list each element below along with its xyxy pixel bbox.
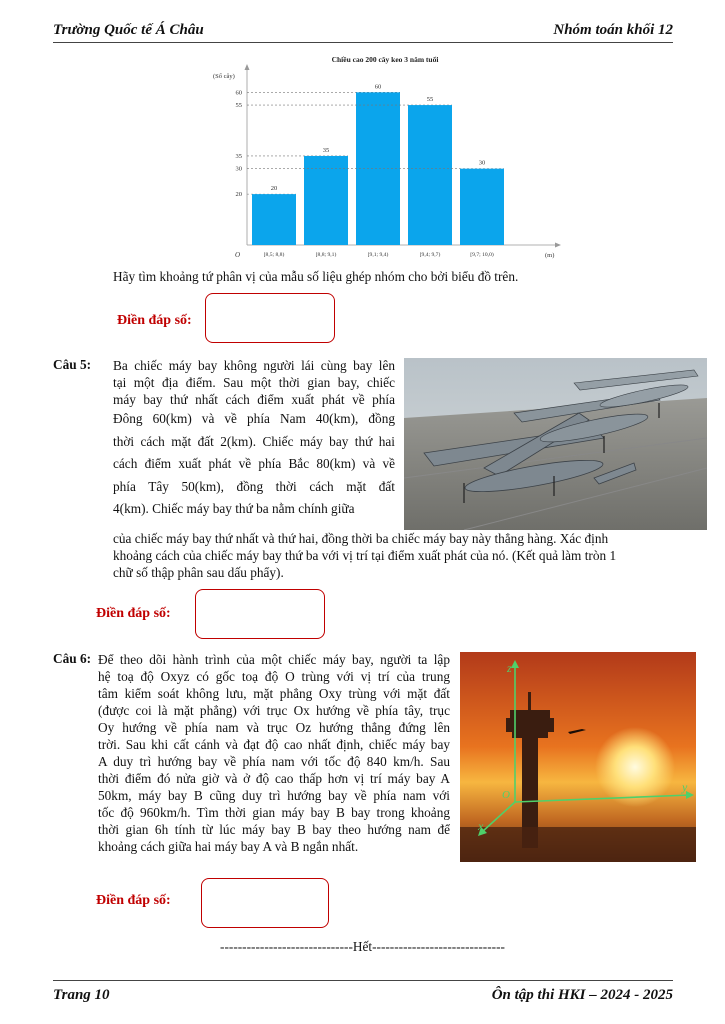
data-label: 35 <box>322 146 330 154</box>
axis-origin-label: O <box>502 789 510 801</box>
q6-line: tâm kiểm soát không lưu, mặt phẳng Oxy trùng với mặt đất <box>98 686 450 701</box>
data-label: 55 <box>426 96 434 104</box>
control-tower-photo <box>460 652 696 862</box>
y-tick-label: 20 <box>235 191 242 199</box>
bar <box>304 156 348 245</box>
bar <box>408 105 452 245</box>
group-name: Nhóm toán khối 12 <box>553 22 673 38</box>
q5-cont-line: của chiếc máy bay thứ nhất và thứ hai, đồng thời ba chiếc máy bay này thẳng hàng. Xác định <box>113 531 609 546</box>
q6-line: Oy hướng về phía nam và trục Oz hướng thẳng đứng lên <box>98 720 450 735</box>
q6-line: khoảng cách giữa hai máy bay A và B ngắn nhất. <box>98 839 359 854</box>
x-tick-label: [8,8; 9,1) <box>315 252 337 258</box>
x-tick-label: [9,7; 10,0) <box>470 252 494 258</box>
q6-line: tốc độ 960km/h. Tìm thời gian máy bay B bay trong khoảng <box>98 805 450 820</box>
q6-line: A duy trì hướng bay về phía nam với tốc độ 840 km/h. Sau <box>98 754 450 769</box>
y-tick-label: 35 <box>235 152 242 160</box>
q6-answer-box[interactable] <box>201 878 329 928</box>
data-label: 60 <box>374 83 382 91</box>
q5-text-continued <box>113 530 683 581</box>
q5-line: cách điểm xuất phát về phía Bắc 80(km) và về <box>113 456 395 471</box>
q5-line: 4(km). Chiếc máy bay thứ ba nằm chính giữa <box>113 501 355 516</box>
q6-line: 50km, máy bay B cũng duy trì hướng bay về phía nam với <box>98 788 450 803</box>
q5-label: Câu 5: <box>53 357 92 372</box>
q5-label-text: Câu 5 <box>53 357 87 372</box>
x-tick-label: [9,4; 9,7) <box>419 252 441 258</box>
axis-x-label: x <box>478 819 484 833</box>
q4-question: Hãy tìm khoảng tứ phân vị của mẫu số liệu ghép nhóm cho bởi biểu đồ trên. <box>113 269 519 284</box>
drones-photo <box>404 358 707 530</box>
page-number: Trang 10 <box>53 987 110 1003</box>
y-axis-arrow <box>245 64 250 70</box>
data-label: 30 <box>478 159 486 167</box>
y-tick-label: 30 <box>235 165 242 173</box>
page-header <box>53 20 673 43</box>
x-axis-arrow <box>555 243 561 248</box>
axis-y-label: y <box>682 780 688 794</box>
q5-cont-line: khoảng cách của chiếc máy bay thứ ba với vị trí tại điểm xuất phát của nó. (Kết quả làm tròn 1 <box>113 548 617 563</box>
q6-line: trời. Sau khi cất cánh và đạt độ cao nhất định, chiếc máy bay <box>98 737 450 752</box>
bar-chart <box>205 50 565 265</box>
q4-answer-label: Điền đáp số: <box>117 313 192 328</box>
bar <box>460 169 504 245</box>
q6-answer-label: Điền đáp số: <box>96 893 171 908</box>
q6-text <box>98 651 450 855</box>
data-label: 20 <box>270 185 278 193</box>
q5-answer-box[interactable] <box>195 589 325 639</box>
end-marker: ------------------------------Hết------------------------------ <box>220 939 505 954</box>
q6-line: thời gian 6h tính từ lúc máy bay B bay theo hướng nam để <box>98 822 450 837</box>
page-footer <box>53 980 673 1007</box>
bar <box>252 194 296 245</box>
q5-line: phía Tây 50(km), đồng thời cách mặt đất <box>113 478 395 494</box>
q5-line: tại một địa điểm. Sau một thời gian bay, chiếc <box>113 375 395 390</box>
q5-answer-label: Điền đáp số: <box>96 606 171 621</box>
q5-cont-line: chữ số thập phân sau dấu phẩy). <box>113 565 284 580</box>
y-axis-label: (Số cây) <box>213 73 235 80</box>
q6-label: Câu 6: <box>53 651 92 666</box>
axis-z-label: z <box>507 661 512 675</box>
q6-line: Để theo dõi hành trình của một chiếc máy bay, người ta lập <box>98 652 450 667</box>
q5-line: Ba chiếc máy bay không người lái cùng bay lên <box>113 358 395 373</box>
y-tick-label: 55 <box>235 102 242 110</box>
q5-line: máy bay thứ nhất cách điểm xuất phát về phía <box>113 392 395 407</box>
y-tick-label: 60 <box>235 89 242 97</box>
chart-title: Chiều cao 200 cây keo 3 năm tuổi <box>331 55 439 64</box>
q6-line: (được coi là mặt phẳng) với trục Ox hướng về phía tây, trục <box>98 703 450 718</box>
q6-line: hệ toạ độ Oxyz có gốc toạ độ O trùng với vị trí của trung <box>98 669 450 684</box>
origin-label: O <box>235 251 241 259</box>
q6-line: thời điểm đó nửa giờ và ở độ cao thấp hơn vị trí máy bay A <box>98 771 450 786</box>
course-name: Ôn tập thi HKI – 2024 - 2025 <box>491 987 673 1003</box>
q5-line: Đông 60(km) và về phía Nam 40(km), đồng <box>113 411 395 426</box>
x-tick-label: [9,1; 9,4) <box>367 252 389 258</box>
school-name: Trường Quốc tế Á Châu <box>53 22 204 38</box>
bar <box>356 92 400 245</box>
q5-text <box>113 357 395 521</box>
q4-answer-box[interactable] <box>205 293 335 343</box>
x-tick-label: [8,5; 8,8) <box>263 252 285 258</box>
x-axis-label: (m) <box>545 252 555 259</box>
q5-line: thời cách mặt đất 2(km). Chiếc máy bay thứ hai <box>113 433 395 449</box>
